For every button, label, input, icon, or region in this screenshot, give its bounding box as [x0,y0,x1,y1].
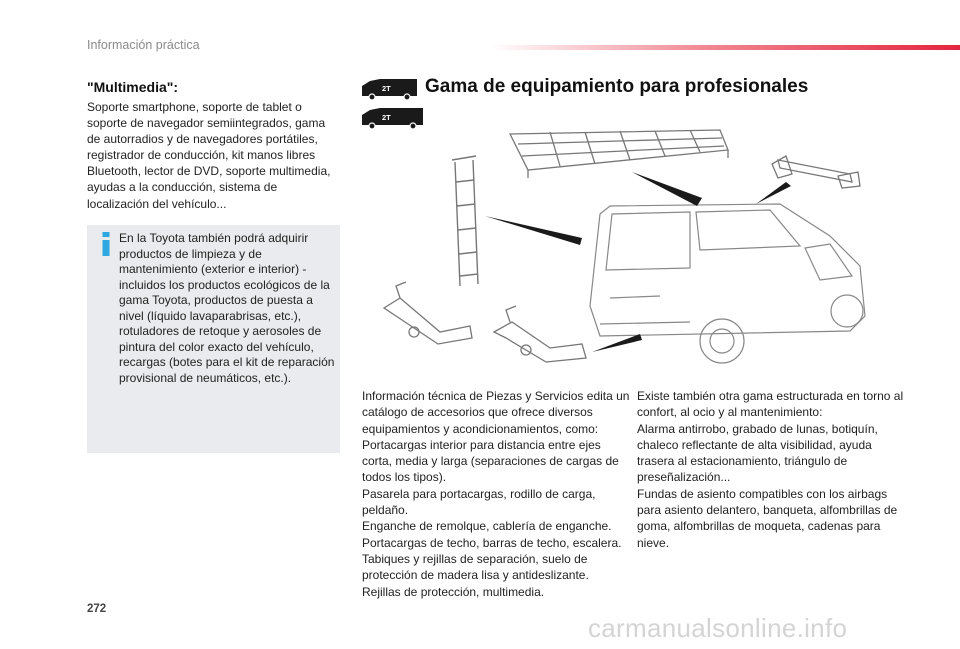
info-text: En la Toyota también podrá adquirir productos de limpieza y de mantenimiento (exterior e interior) - incluidos los productos ecológicos de la gama Toyota, productos de puesta a nivel (líquido lavaparabrisas, etc.), rotuladores de retoque y aerosoles de pintura del color exacto del vehículo, recargas (botes para el kit de reparación provisional de neumáticos, etc.). [119,231,335,385]
equipment-illustration [360,126,880,386]
van-icon-label: 2T [382,113,391,122]
roof-rack-illustration [510,130,728,178]
van-icon [360,77,420,100]
multimedia-title: "Multimedia": [87,79,179,95]
info-box [87,225,340,453]
equipment-column-2: Existe también otra gama estructurada en torno al confort, al ocio y al mantenimiento: Alarma antirrobo, grabado de lunas, botiquín, chaleco reflectante de alta visibilidad, ayuda trasera al estacionamiento, triángulo de preseñalización... Fundas de asiento compatibles con los airbags para asiento delantero, banqueta, alfombrillas de goma, alfombrillas de moqueta, cadenas para nieve. [637,389,904,550]
watermark: carmanualsonline.info [588,613,848,643]
info-icon [100,232,112,256]
pointer-arrows [485,172,791,352]
section-label: Información práctica [87,38,200,52]
page-number: 272 [87,603,107,615]
multimedia-body: Soporte smartphone, soporte de tablet o soporte de navegador semiintegrados, gama de autorradios y de navegadores portátiles, registrador de conducción, kit manos libres Bluetooth, lector de DVD, soporte multimedia, ayudas a la conducción, sistema de localización del vehículo... [87,100,331,211]
professional-title: Gama de equipamiento para profesionales [425,76,809,97]
equipment-column-1: Información técnica de Piezas y Servicios edita un catálogo de accesorios que ofrece diversos equipamientos y acondicionamientos, como: Portacargas interior para distancia entre ejes corta, media y larga (separaciones de cargas de todos los tipos). Pasarela para portacargas, rodillo de carga, peldaño. Enganche de remolque, cablería de enganche. Portacargas de techo, barras de techo, escalera. Tabiques y rejillas de separación, suelo de protección de madera lisa y antideslizante. Rejillas de protección, multimedia. [362,389,630,599]
ladder-illustration [452,156,478,286]
van-icon-label: 2T [382,84,391,93]
header-accent-line [490,45,960,50]
tow-hitch-illustration [384,282,586,362]
